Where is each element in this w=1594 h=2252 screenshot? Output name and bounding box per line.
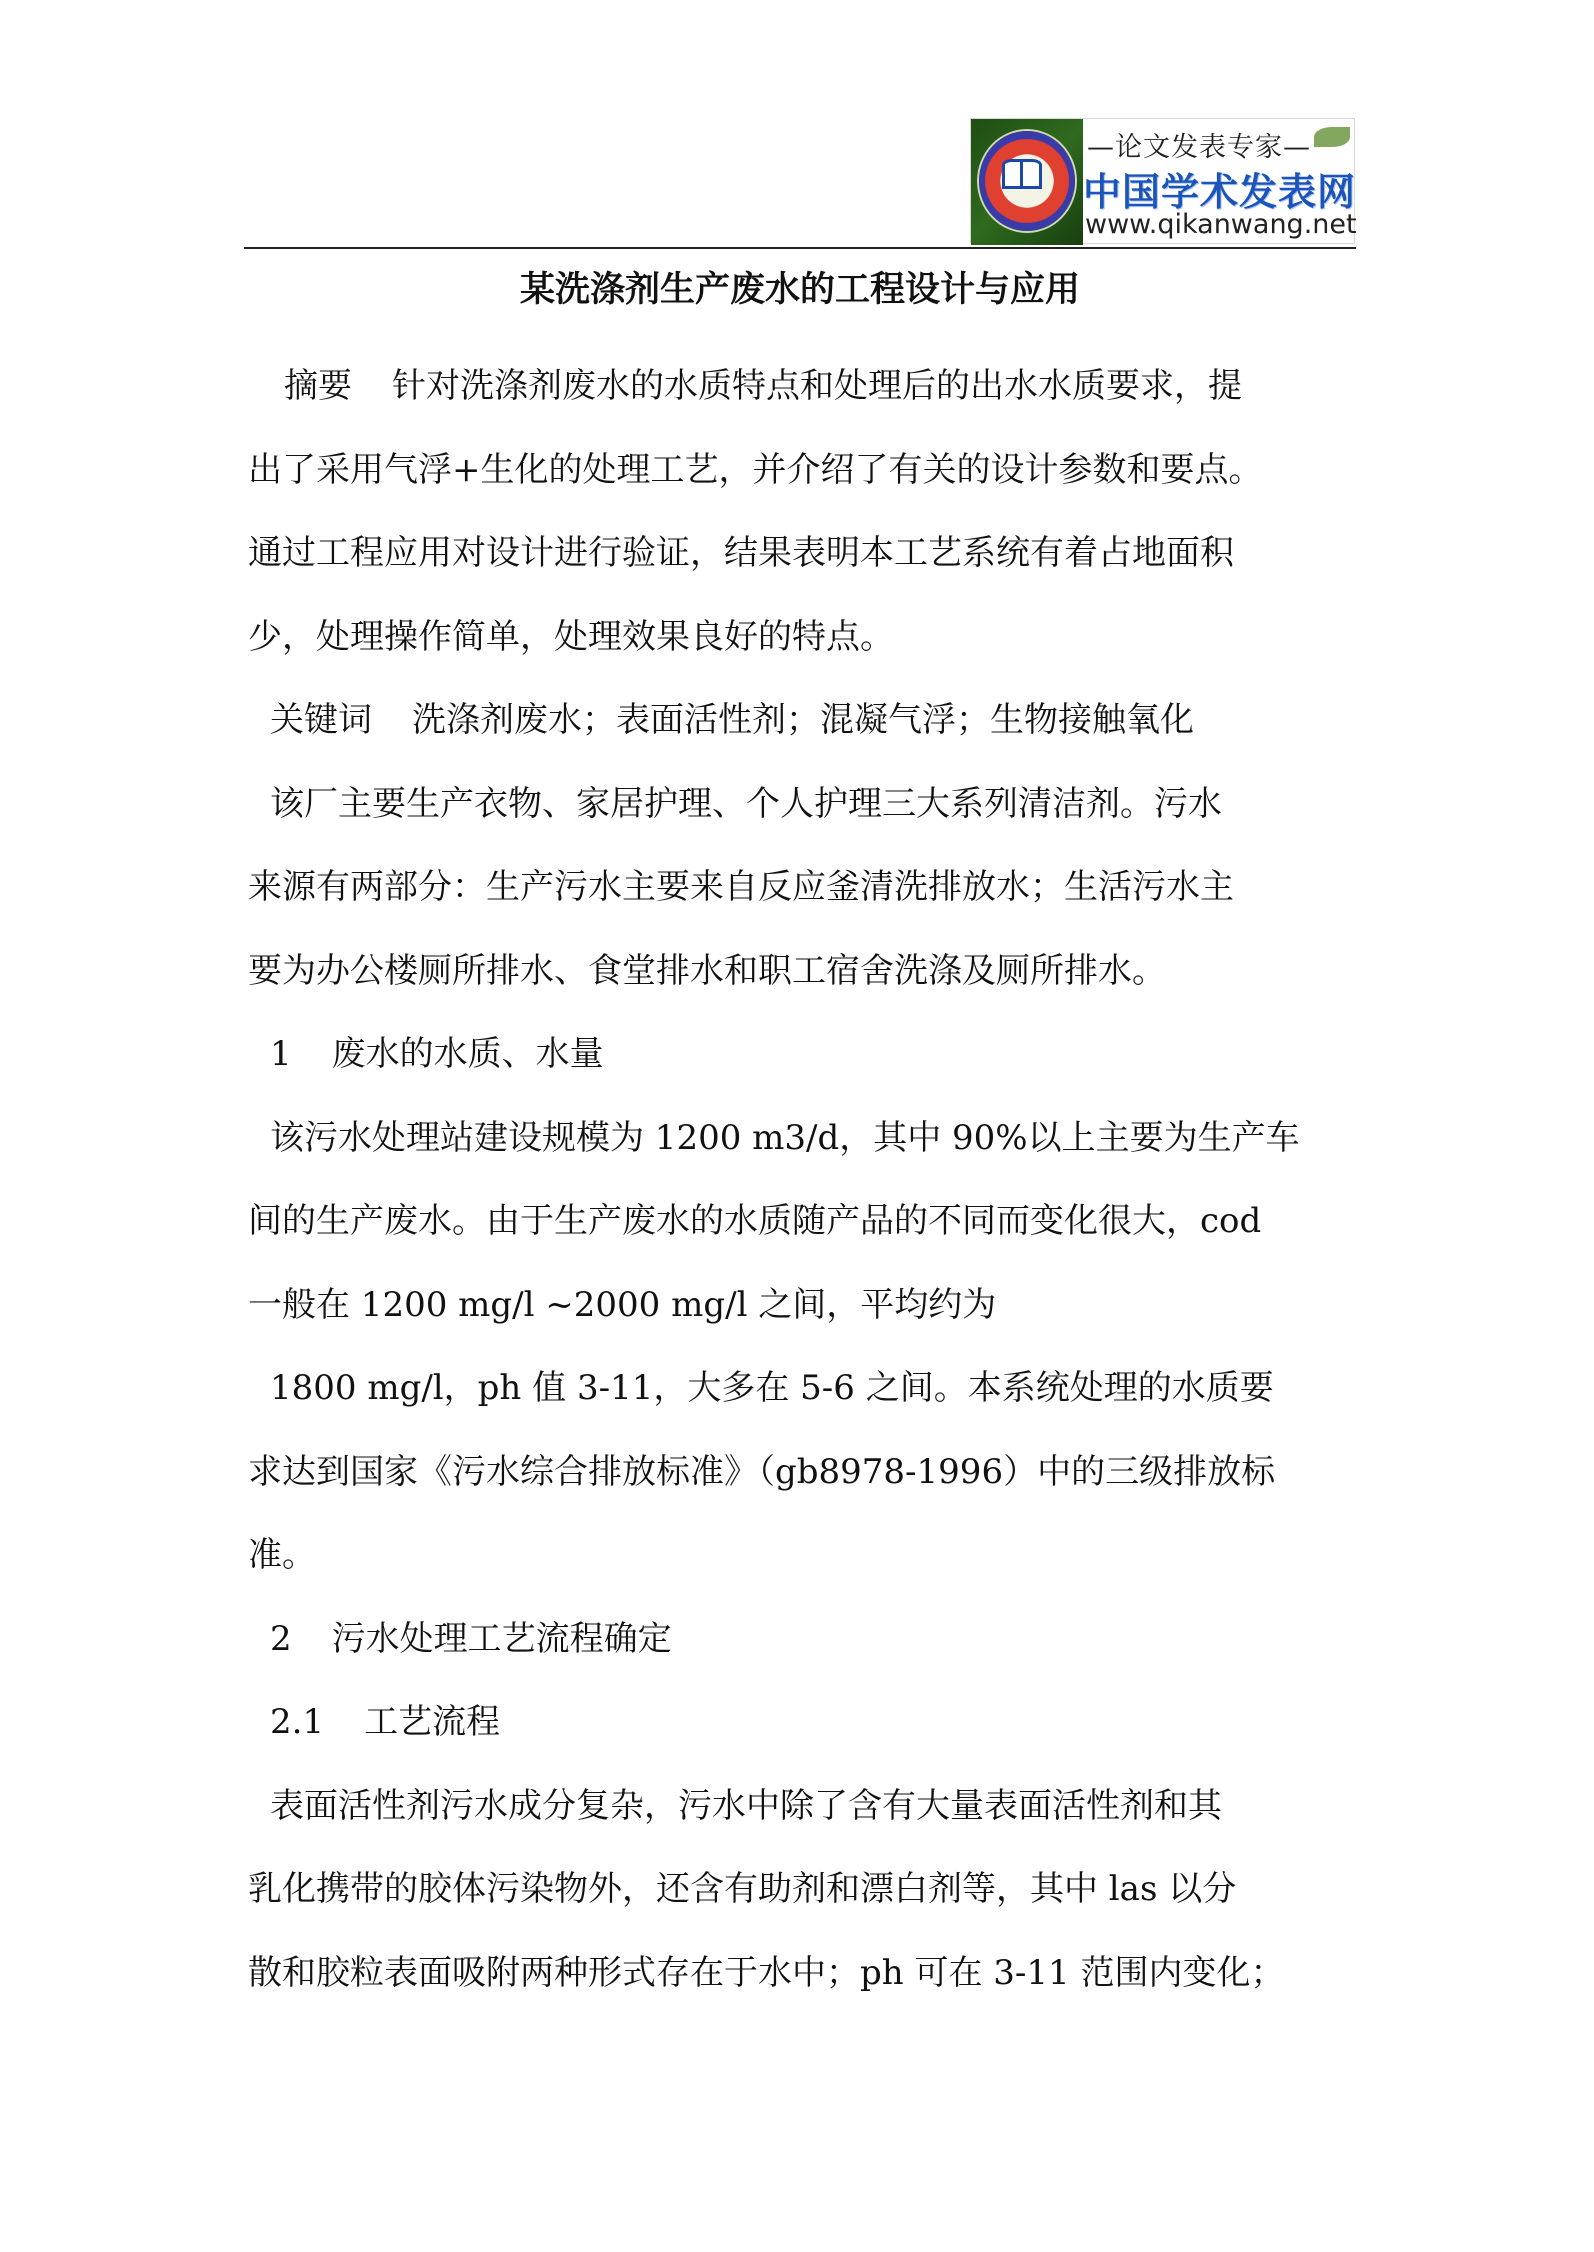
intro-line: 要为办公楼厕所排水、食堂排水和职工宿舍洗涤及厕所排水。 (248, 950, 1166, 991)
section-2-number: 2 (270, 1618, 292, 1659)
section-1-heading (248, 1013, 1348, 1097)
section-1-number: 1 (270, 1034, 292, 1074)
section-1-title: 废水的水质、水量 (331, 1034, 604, 1074)
intro-line: 该厂主要生产衣物、家居护理、个人护理三大系列清洁剂。污水 (270, 783, 1222, 824)
abstract-text: 针对洗涤剂废水的水质特点和处理后的出水水质要求，提 (392, 366, 1242, 406)
section-2-1-number: 2.1 (270, 1702, 325, 1742)
section-1-line: 1800 mg/l，ph 值 3-11，大多在 5-6 之间。本系统处理的水质要 (270, 1368, 1274, 1408)
section-2-title: 污水处理工艺流程确定 (331, 1618, 672, 1659)
abstract-label: 摘要 (284, 366, 352, 406)
journal-logo[interactable] (970, 118, 1355, 244)
header-divider (244, 247, 1356, 249)
document-body (248, 345, 1348, 2015)
section-2-1-line: 表面活性剂污水成分复杂，污水中除了含有大量表面活性剂和其 (270, 1785, 1222, 1826)
intro-line: 来源有两部分：生产污水主要来自反应釜清洗排放水；生活污水主 (248, 867, 1234, 907)
abstract-line: 少，处理操作简单，处理效果良好的特点。 (248, 616, 894, 657)
logo-url[interactable]: www.qikanwang.net (1085, 209, 1357, 240)
section-1-line: 该污水处理站建设规模为 1200 m3/d，其中 90%以上主要为生产车 (270, 1117, 1300, 1158)
section-1-line: 求达到国家《污水综合排放标准》（gb8978-1996）中的三级排放标 (248, 1451, 1276, 1492)
logo-site-name: 中国学术发表网 (1083, 170, 1357, 214)
abstract-line: 出了采用气浮+生化的处理工艺，并介绍了有关的设计参数和要点。 (248, 449, 1263, 490)
keywords-label: 关键词 (270, 700, 372, 740)
section-2-1-line: 乳化携带的胶体污染物外，还含有助剂和漂白剂等，其中 las 以分 (248, 1869, 1237, 1909)
section-2-heading (248, 1598, 1348, 1682)
document-title: 某洗涤剂生产废水的工程设计与应用 (519, 269, 1080, 310)
section-1-line: 准。 (248, 1535, 316, 1575)
abstract-line: 通过工程应用对设计进行验证，结果表明本工艺系统有着占地面积 (248, 533, 1234, 573)
book-icon (1002, 159, 1042, 189)
section-1-line: 间的生产废水。由于生产废水的水质随产品的不同而变化很大，cod (248, 1201, 1262, 1241)
keywords-text: 洗涤剂废水；表面活性剂；混凝气浮；生物接触氧化 (412, 700, 1194, 740)
section-2-1-line: 散和胶粒表面吸附两种形式存在于水中；ph 可在 3-11 范围内变化； (248, 1952, 1285, 1993)
keywords-line (248, 679, 1348, 763)
section-2-1-title: 工艺流程 (364, 1702, 501, 1742)
section-1-line: 一般在 1200 mg/l ~2000 mg/l 之间，平均约为 (248, 1284, 997, 1325)
leaf-icon (1314, 127, 1350, 147)
section-2-1-heading (248, 1681, 1348, 1765)
abstract-line (248, 345, 1348, 429)
seal-emblem-icon (971, 119, 1083, 245)
logo-tagline: —论文发表专家— (1087, 132, 1311, 163)
